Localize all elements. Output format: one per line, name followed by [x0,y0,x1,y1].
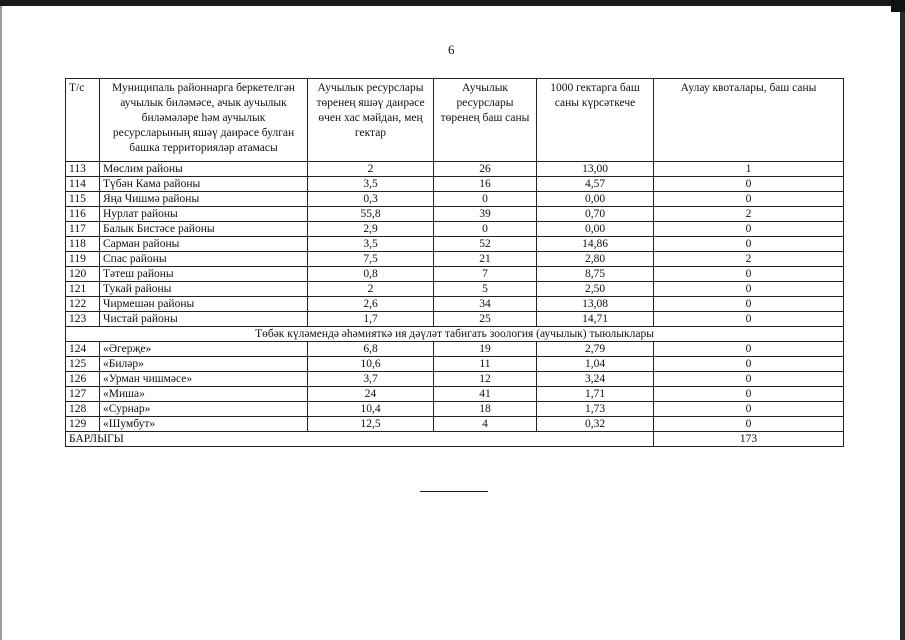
row-quota: 0 [654,342,844,357]
row-index: 126 [66,372,100,387]
row-territory-name: Чистай районы [100,312,308,327]
row-density: 1,04 [537,357,654,372]
row-area: 2,6 [308,297,434,312]
header-quota: Аулау квоталары, баш саны [654,79,844,162]
row-quota: 0 [654,357,844,372]
total-row [66,432,844,447]
row-area: 6,8 [308,342,434,357]
table-row [66,342,844,357]
scan-edge-top [0,0,905,6]
header-territory-name: Муниципаль районнарга беркетелгән аучылык биләмәсе, ачык аучылык биләмәләре һәм аучылык ресурсларының яшәү даирәсе булган башка территорияләр атамасы [100,79,308,162]
row-index: 119 [66,252,100,267]
row-area: 3,5 [308,177,434,192]
row-quota: 1 [654,162,844,177]
row-head-count: 16 [434,177,537,192]
row-area: 2 [308,162,434,177]
row-area: 0,3 [308,192,434,207]
table-header [66,79,844,162]
row-head-count: 25 [434,312,537,327]
row-territory-name: «Миша» [100,387,308,402]
row-head-count: 19 [434,342,537,357]
row-area: 3,5 [308,237,434,252]
row-head-count: 0 [434,192,537,207]
row-head-count: 34 [434,297,537,312]
row-index: 114 [66,177,100,192]
row-density: 13,08 [537,297,654,312]
row-head-count: 11 [434,357,537,372]
row-quota: 2 [654,252,844,267]
row-index: 122 [66,297,100,312]
row-area: 10,6 [308,357,434,372]
table-row [66,237,844,252]
row-quota: 0 [654,177,844,192]
row-area: 1,7 [308,312,434,327]
row-quota: 0 [654,282,844,297]
row-area: 12,5 [308,417,434,432]
row-head-count: 26 [434,162,537,177]
row-head-count: 7 [434,267,537,282]
total-value: 173 [654,432,844,447]
row-quota: 0 [654,402,844,417]
row-territory-name: «Сурнар» [100,402,308,417]
row-territory-name: Түбән Кама районы [100,177,308,192]
row-head-count: 5 [434,282,537,297]
header-index: Т/с [66,79,100,162]
row-quota: 2 [654,207,844,222]
row-index: 120 [66,267,100,282]
row-head-count: 41 [434,387,537,402]
row-territory-name: «Шумбут» [100,417,308,432]
row-index: 117 [66,222,100,237]
row-density: 0,32 [537,417,654,432]
row-index: 121 [66,282,100,297]
row-territory-name: Мөслим районы [100,162,308,177]
scan-corner-mark [891,0,905,12]
quota-table [65,78,844,447]
table-row [66,282,844,297]
total-label: БАРЛЫГЫ [66,432,654,447]
section-title: Төбәк күләмендә әһәмияткә ия дәүләт табигать зоология (аучылык) тыюлыклары [66,327,844,342]
row-index: 118 [66,237,100,252]
scan-edge-right [900,0,905,640]
row-quota: 0 [654,237,844,252]
table-row [66,162,844,177]
table-row [66,252,844,267]
row-area: 0,8 [308,267,434,282]
table-row [66,417,844,432]
row-density: 2,50 [537,282,654,297]
row-head-count: 18 [434,402,537,417]
table-row [66,207,844,222]
row-territory-name: Балык Бистәсе районы [100,222,308,237]
row-index: 125 [66,357,100,372]
row-territory-name: «Биләр» [100,357,308,372]
row-head-count: 52 [434,237,537,252]
row-quota: 0 [654,312,844,327]
row-index: 124 [66,342,100,357]
header-area: Аучылык ресурслары төренең яшәү даирәсе өчен хас мәйдан, мең гектар [308,79,434,162]
table-body [66,162,844,447]
row-head-count: 21 [434,252,537,267]
row-head-count: 12 [434,372,537,387]
row-density: 4,57 [537,177,654,192]
row-territory-name: Сарман районы [100,237,308,252]
row-quota: 0 [654,387,844,402]
row-density: 1,73 [537,402,654,417]
row-quota: 0 [654,222,844,237]
row-area: 10,4 [308,402,434,417]
row-area: 24 [308,387,434,402]
row-quota: 0 [654,372,844,387]
table-row [66,387,844,402]
row-area: 2 [308,282,434,297]
row-area: 3,7 [308,372,434,387]
row-head-count: 0 [434,222,537,237]
row-territory-name: «Әгерҗе» [100,342,308,357]
row-area: 7,5 [308,252,434,267]
row-index: 129 [66,417,100,432]
scan-edge-left [0,0,2,640]
row-index: 115 [66,192,100,207]
row-area: 55,8 [308,207,434,222]
row-territory-name: Спас районы [100,252,308,267]
row-index: 127 [66,387,100,402]
row-territory-name: Яңа Чишмә районы [100,192,308,207]
row-density: 14,71 [537,312,654,327]
table-row [66,192,844,207]
header-density: 1000 гектарга баш саны күрсәткече [537,79,654,162]
row-density: 8,75 [537,267,654,282]
row-density: 0,00 [537,192,654,207]
row-density: 13,00 [537,162,654,177]
row-head-count: 39 [434,207,537,222]
row-index: 116 [66,207,100,222]
row-density: 0,70 [537,207,654,222]
row-quota: 0 [654,297,844,312]
row-index: 123 [66,312,100,327]
row-territory-name: Нурлат районы [100,207,308,222]
row-territory-name: «Урман чишмәсе» [100,372,308,387]
table-row [66,372,844,387]
row-territory-name: Чирмешән районы [100,297,308,312]
row-quota: 0 [654,192,844,207]
header-head-count: Аучылык ресурслары төренең баш саны [434,79,537,162]
row-index: 113 [66,162,100,177]
row-area: 2,9 [308,222,434,237]
table-row [66,222,844,237]
table-row [66,357,844,372]
table-row [66,177,844,192]
section-row [66,327,844,342]
row-density: 2,79 [537,342,654,357]
table-row [66,267,844,282]
row-territory-name: Тәтеш районы [100,267,308,282]
row-density: 0,00 [537,222,654,237]
table-row [66,402,844,417]
row-density: 2,80 [537,252,654,267]
page-number: 6 [448,42,455,57]
row-quota: 0 [654,267,844,282]
row-density: 14,86 [537,237,654,252]
closing-rule [420,491,488,492]
row-index: 128 [66,402,100,417]
table-row [66,312,844,327]
row-head-count: 4 [434,417,537,432]
row-density: 1,71 [537,387,654,402]
row-quota: 0 [654,417,844,432]
row-density: 3,24 [537,372,654,387]
table-row [66,297,844,312]
row-territory-name: Тукай районы [100,282,308,297]
